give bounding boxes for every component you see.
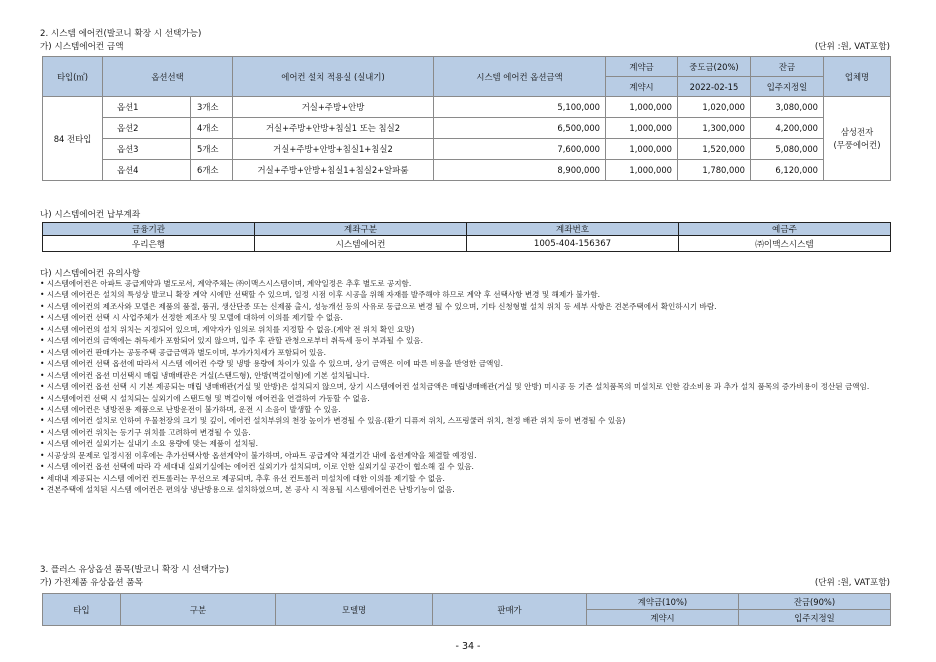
account-number-cell: 1005-404-156367	[467, 236, 679, 252]
header-balance-sub: 입주지정일	[739, 610, 891, 626]
header-contract: 계약금	[606, 57, 678, 77]
header-area: 에어컨 설치 적용실 (실내기)	[233, 57, 434, 97]
header-contract-sub: 계약시	[587, 610, 739, 626]
count-cell: 3개소	[191, 97, 233, 118]
list-item: • 시스템 에어컨의 설치 위치는 지정되어 있으며, 계약자가 임의로 위치를 지정할 수 없음.(계약 전 위치 확인 요망)	[40, 324, 415, 334]
header-model: 모델명	[276, 594, 433, 626]
header-option: 옵션선택	[103, 57, 233, 97]
contract-cell: 1,000,000	[606, 139, 678, 160]
contract-cell: 1,000,000	[606, 97, 678, 118]
middle-cell: 1,300,000	[678, 118, 751, 139]
list-item: • 시스템 에어컨 옵션 선택에 따라 각 세대내 실외기실에는 에어컨 실외기가 설치되며, 이로 인한 실외기실 공간이 협소해 질 수 있음.	[40, 462, 474, 472]
section3-unit: (단위 :원, VAT포함)	[814, 578, 890, 588]
holder-cell: ㈜이맥스시스템	[679, 236, 891, 252]
list-item: • 견본주택에 설치된 시스템 에어컨은 편의상 냉난방용으로 설치하였으며, 본 공사 시 적용될 시스템에어컨은 난방기능이 없음.	[40, 485, 455, 495]
type-cell: 84 전타입	[43, 97, 103, 181]
option-cell: 옵션1	[103, 97, 191, 118]
middle-cell: 1,520,000	[678, 139, 751, 160]
price-cell: 7,600,000	[434, 139, 606, 160]
list-item: • 시스템 에어컨 위치는 등기구 위치를 고려하여 변경될 수 있음.	[40, 427, 251, 437]
balance-cell: 5,080,000	[751, 139, 824, 160]
account-table	[42, 222, 891, 252]
maker-name: 삼성전자	[840, 126, 874, 137]
list-item: • 시스템에어컨은 아파트 공급계약과 별도로서, 계약주체는 ㈜이맥스시스템이며, 계약일정은 추후 별도로 공지함.	[40, 279, 412, 288]
balance-cell: 3,080,000	[751, 97, 824, 118]
appliance-option-table	[42, 593, 891, 626]
list-item: • 시스템 에어컨의 금액에는 취득세가 포함되어 있지 않으며, 입주 후 관할 관청으로부터 취득세 등이 부과될 수 있음.	[40, 336, 423, 346]
header-middle: 중도금(20%)	[678, 57, 751, 77]
list-item: • 시스템 에어컨의 제조사와 모델은 제품의 품절, 품귀, 생산단종 또는 신제품 출시, 성능개선 등의 사유로 동급으로 변경 될 수 있으며, 기타 신청형별 설치 위치 등 세부 사항은 견본주택에서 확인하시기 바람.	[40, 301, 717, 311]
count-cell: 5개소	[191, 139, 233, 160]
account-title: 나) 시스템에어컨 납부계좌	[40, 210, 141, 220]
header-middle-sub: 2022-02-15	[678, 77, 751, 97]
section2-title: 2. 시스템 에어컨(발코니 확장 시 선택가능)	[40, 29, 202, 39]
balance-cell: 6,120,000	[751, 160, 824, 181]
table-row	[43, 236, 891, 252]
header-balance-sub: 입주지정일	[751, 77, 824, 97]
area-cell: 거실+주방+안방	[233, 97, 434, 118]
section2-subtitle: 가) 시스템에어컨 금액	[40, 42, 124, 52]
list-item: • 시스템 에어컨은 설치의 특성상 발코니 확장 계약 시에만 선택할 수 있으며, 일정 시점 이후 시공을 위해 자재를 발주해야 하므로 계약 후 선택사항 변경 및 해제가 불가함.	[40, 290, 601, 300]
section2-unit: (단위 :원, VAT포함)	[814, 42, 890, 52]
table-row	[43, 160, 891, 181]
header-balance: 잔금(90%)	[739, 594, 891, 610]
count-cell: 6개소	[191, 160, 233, 181]
price-cell: 6,500,000	[434, 118, 606, 139]
header-bank: 금융기관	[43, 223, 255, 236]
list-item: • 시스템 에어컨 실외기는 실내기 소요 용량에 맞는 제품이 설치됨.	[40, 439, 258, 449]
option-cell: 옵션2	[103, 118, 191, 139]
section3-subtitle: 가) 가전제품 유상옵션 품목	[40, 578, 143, 588]
area-cell: 거실+주방+안방+침실1+침실2+알파룸	[233, 160, 434, 181]
middle-cell: 1,020,000	[678, 97, 751, 118]
header-category: 구분	[121, 594, 276, 626]
list-item: • 시스템 에어컨 옵션 미선택시 매립 냉매배관은 거실(스탠드형), 안방(벽걸이형)에 기본 설치됩니다.	[40, 370, 370, 380]
list-item: • 시스템 에어컨 선택 옵션에 따라서 시스템 에어컨 수량 및 냉방 용량에 차이가 있을 수 있으며, 상기 금액은 이에 따른 비용을 반영한 금액임.	[40, 359, 503, 369]
balance-cell: 4,200,000	[751, 118, 824, 139]
middle-cell: 1,780,000	[678, 160, 751, 181]
header-balance: 잔금	[751, 57, 824, 77]
price-cell: 5,100,000	[434, 97, 606, 118]
table-row	[43, 139, 891, 160]
header-type: 타입	[43, 594, 121, 626]
header-account-type: 계좌구분	[255, 223, 467, 236]
contract-cell: 1,000,000	[606, 118, 678, 139]
option-cell: 옵션4	[103, 160, 191, 181]
page-number: - 34 -	[455, 641, 481, 652]
header-type: 타입(㎡)	[43, 57, 103, 97]
account-type-cell: 시스템에어컨	[255, 236, 467, 252]
header-price: 시스템 에어컨 옵션금액	[434, 57, 606, 97]
section3-title: 3. 플러스 유상옵션 품목(발코니 확장 시 선택가능)	[40, 565, 230, 575]
header-holder: 예금주	[679, 223, 891, 236]
bank-cell: 우리은행	[43, 236, 255, 252]
header-contract: 계약금(10%)	[587, 594, 739, 610]
area-cell: 거실+주방+안방+침실1+침실2	[233, 139, 434, 160]
table-row	[43, 118, 891, 139]
count-cell: 4개소	[191, 118, 233, 139]
contract-cell: 1,000,000	[606, 160, 678, 181]
option-cell: 옵션3	[103, 139, 191, 160]
list-item: • 시스템 에어컨 판매가는 공동주택 공급금액과 별도이며, 부가가치세가 포함되어 있음.	[40, 347, 327, 357]
maker-cell	[824, 97, 891, 181]
list-item: • 시스템 에어컨 설치로 인하여 우물천장의 크기 및 깊이, 에어컨 설치부위의 천장 높이가 변경될 수 있음.(환기 디퓨저 위치, 스프링쿨러 위치, 천정 배관 위치 등이 변경될 수 있음)	[40, 416, 626, 426]
list-item: • 시스템 에어컨 옵션 선택 시 기본 제공되는 매립 냉매배관(거실 및 안방)은 설치되지 않으며, 상기 시스템에어컨 설치금액은 매립냉매배관(거실 및 안방) 미시공 등 기존 설치품목의 미설치로 인한 감소비용 과 추가 설치 품목의 증가비용이 정산된 금액임.	[40, 382, 870, 392]
header-price: 판매가	[433, 594, 587, 626]
header-contract-sub: 계약시	[606, 77, 678, 97]
header-account-number: 계좌번호	[467, 223, 679, 236]
notes-title: 다) 시스템에어컨 유의사항	[40, 269, 141, 279]
maker-model: (무풍에어컨)	[833, 139, 881, 150]
list-item: • 세대내 제공되는 시스템 에어컨 컨트롤러는 무선으로 제공되며, 추후 유선 컨트롤러 미설치에 대한 이의를 제기할 수 없음.	[40, 473, 445, 483]
list-item: • 시스템 에어컨은 냉방전용 제품으로 난방운전이 불가하며, 운전 시 소음이 발생할 수 있음.	[40, 404, 341, 414]
area-cell: 거실+주방+안방+침실1 또는 침실2	[233, 118, 434, 139]
header-maker: 업체명	[824, 57, 891, 97]
table-row	[43, 97, 891, 118]
list-item: • 시스템 에어컨 선택 시 사업주체가 선정한 제조사 및 모델에 대하여 이의를 제기할 수 없음.	[40, 313, 343, 323]
price-cell: 8,900,000	[434, 160, 606, 181]
list-item: • 시스템에어컨 선택 시 설치되는 실외기에 스탠드형 및 벽걸이형 에어컨을 연결하여 가동할 수 없음.	[40, 393, 370, 403]
notes-list	[40, 278, 900, 496]
aircon-price-table	[42, 56, 891, 181]
list-item: • 시공상의 문제로 일정시점 이후에는 추가선택사항 옵션계약이 불가하며, 아파트 공급계약 체결기간 내에 옵션계약을 체결할 예정임.	[40, 450, 477, 460]
